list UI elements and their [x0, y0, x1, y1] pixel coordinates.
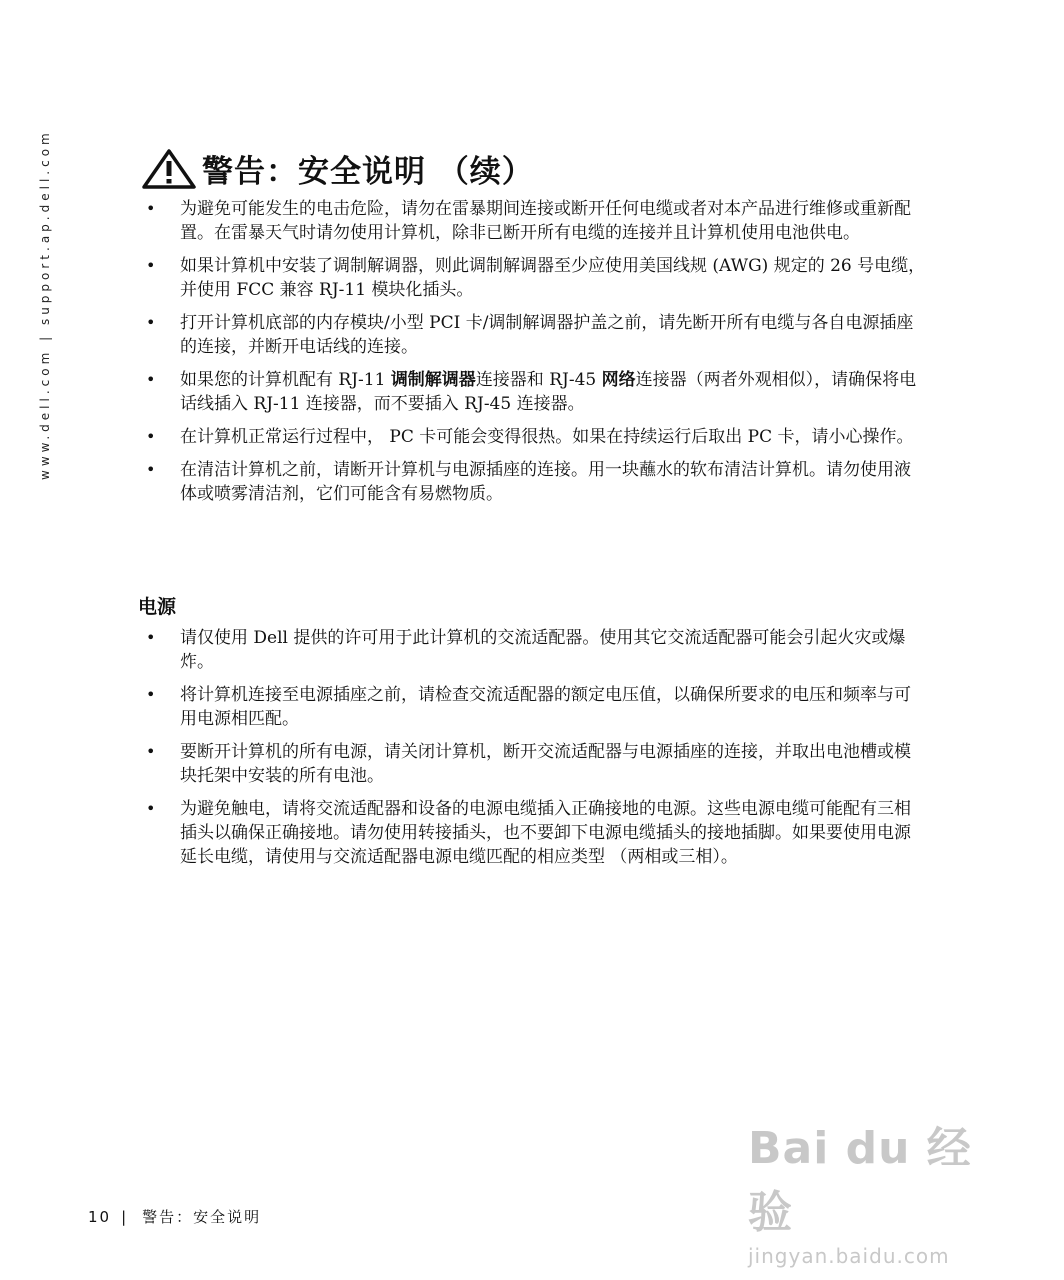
bullet: •: [146, 313, 156, 332]
side-url: www.dell.com | support.ap.dell.com: [38, 129, 52, 480]
bold-term-network: 网络: [601, 370, 636, 390]
section-heading-power: 电源: [138, 596, 177, 618]
list-item-text: 为避免可能发生的电击危险，请勿在雷暴期间连接或断开任何电缆或者对本产品进行维修或重新配置。在雷暴天气时请勿使用计算机，除非已断开所有电缆的连接并且计算机使用电池供电。: [180, 199, 911, 243]
watermark-url: jingyan.baidu.com: [748, 1244, 950, 1268]
list-item: [146, 683, 926, 731]
list-item: [146, 458, 926, 506]
list-item: [146, 740, 926, 788]
warning-triangle-icon: [142, 149, 196, 189]
bullet: •: [146, 742, 156, 761]
footer-section-name: 警告：安全说明: [142, 1208, 262, 1226]
list-item: [146, 626, 926, 674]
footer-separator: |: [121, 1208, 129, 1226]
power-list: [146, 626, 926, 878]
list-item: [146, 197, 926, 245]
bullet: •: [146, 256, 156, 275]
page-header: [142, 146, 534, 191]
page-title: 警告：安全说明 （续）: [202, 154, 534, 190]
bold-term-modem: 调制解调器: [390, 370, 476, 390]
list-item-text: 打开计算机底部的内存模块/小型 PCI 卡/调制解调器护盖之前，请先断开所有电缆与各自电源插座的连接，并断开电话线的连接。: [180, 313, 914, 357]
bullet: •: [146, 628, 156, 647]
bullet: •: [146, 199, 156, 218]
bullet: •: [146, 799, 156, 818]
list-item-text: 将计算机连接至电源插座之前，请检查交流适配器的额定电压值，以确保所要求的电压和频率与可用电源相匹配。: [180, 685, 911, 729]
bullet: •: [146, 370, 156, 389]
bullet: •: [146, 427, 156, 446]
bullet: •: [146, 460, 156, 479]
page-footer: [88, 1206, 261, 1227]
list-item: [146, 425, 926, 449]
list-item-text: 在清洁计算机之前，请断开计算机与电源插座的连接。用一块蘸水的软布清洁计算机。请勿使用液体或喷雾清洁剂，它们可能含有易燃物质。: [180, 460, 911, 504]
list-item-text-pre: 如果您的计算机配有 RJ-11: [180, 370, 391, 390]
safety-list: [146, 197, 926, 515]
page-number: 10: [88, 1208, 112, 1226]
list-item-text: 要断开计算机的所有电源，请关闭计算机，断开交流适配器与电源插座的连接，并取出电池槽或模块托架中安装的所有电池。: [180, 742, 911, 786]
list-item-text: 在计算机正常运行过程中， PC 卡可能会变得很热。如果在持续运行后取出 PC 卡，请小心操作。: [180, 427, 914, 447]
list-item-text: 请仅使用 Dell 提供的许可用于此计算机的交流适配器。使用其它交流适配器可能会引起火灾或爆炸。: [180, 628, 906, 672]
list-item-text: 如果计算机中安装了调制解调器，则此调制解调器至少应使用美国线规 (AWG) 规定的 26 号电缆，并使用 FCC 兼容 RJ-11 模块化插头。: [180, 256, 926, 300]
list-item: [146, 311, 926, 359]
list-item: [146, 254, 926, 302]
list-item-text: 为避免触电，请将交流适配器和设备的电源电缆插入正确接地的电源。这些电源电缆可能配有三相插头以确保正确接地。请勿使用转接插头，也不要卸下电源电缆插头的接地插脚。如果要使用电源延长电缆，请使用与交流适配器电源电缆匹配的相应类型 （两相或三相）。: [180, 799, 911, 867]
watermark-logo: Bai du 经验: [748, 1123, 972, 1238]
bullet: •: [146, 685, 156, 704]
list-item: [146, 797, 926, 869]
list-item: [146, 368, 926, 416]
list-item-text-mid: 连接器和 RJ-45: [475, 370, 602, 390]
watermark: [748, 1112, 1008, 1268]
list-item-text-post: 连接器（两者外观相似），请确保将电话线插入 RJ-11 连接器，而不要插入 RJ-45 连接器。: [180, 370, 917, 414]
